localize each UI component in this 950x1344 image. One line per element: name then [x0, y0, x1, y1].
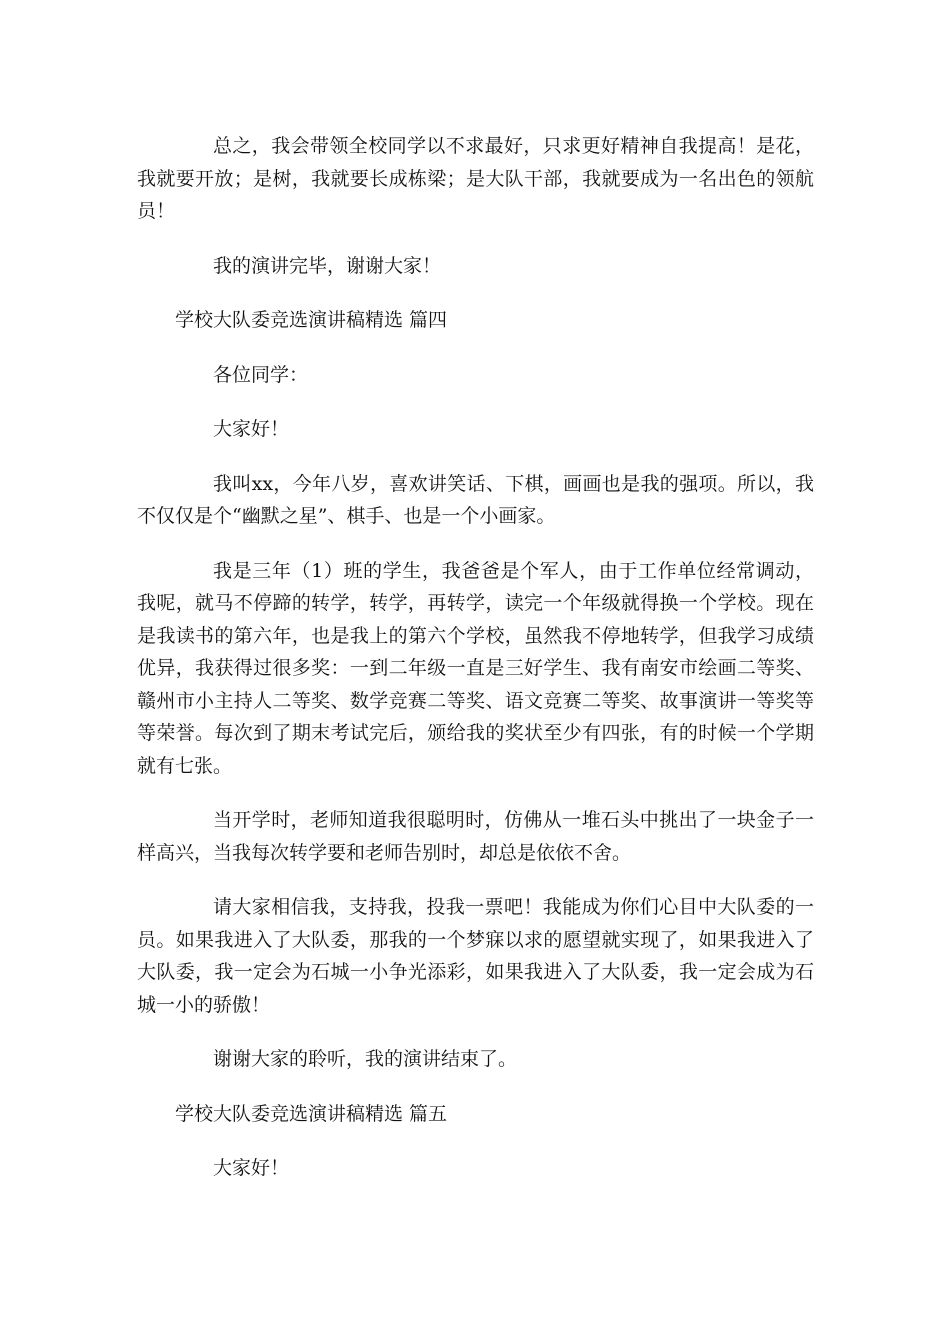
section-heading-part-five: 学校大队委竞选演讲稿精选 篇五	[175, 1102, 448, 1125]
paragraph-summary: 总之，我会带领全校同学以不求最好，只求更好精神自我提高！是花，我就要开放；是树，我就要长成栋梁；是大队干部，我就要成为一名出色的领航员！	[137, 135, 814, 222]
paragraph-closing-thanks: 我的演讲完毕，谢谢大家！	[213, 254, 442, 277]
paragraph-salutation: 各位同学：	[213, 363, 309, 386]
paragraph-background: 我是三年（1）班的学生，我爸爸是个军人，由于工作单位经常调动，我呢，就马不停蹄的转学，转学，再转学，读完一个年级就得换一个学校。现在是我读书的第六年，也是我上的第六个学校，虽然我不停地转学，但我学习成绩优异，我获得过很多奖：一到二年级一直是三好学生、我有南安市绘画二等奖、赣州市小主持人二等奖、数学竞赛二等奖、语文竞赛二等奖、故事演讲一等奖等等荣誉。每次到了期末考试完后，颁给我的奖状至少有四张，有的时候一个学期就有七张。	[137, 559, 814, 777]
paragraph-greeting: 大家好！	[213, 418, 290, 440]
paragraph-self-intro: 我叫xx，今年八岁，喜欢讲笑话、下棋，画画也是我的强项。所以，我不仅仅是个“幽默之星”、棋手、也是一个小画家。	[137, 472, 814, 527]
paragraph-greeting-part-five: 大家好！	[213, 1157, 290, 1179]
paragraph-teachers: 当开学时，老师知道我很聪明时，仿佛从一堆石头中挑出了一块金子一样高兴，当我每次转学要和老师告别时，却总是依依不舍。	[137, 809, 814, 864]
paragraph-ending: 谢谢大家的聆听，我的演讲结束了。	[213, 1048, 518, 1070]
section-heading-part-four: 学校大队委竞选演讲稿精选 篇四	[175, 309, 448, 331]
document-body	[137, 130, 814, 1207]
paragraph-vote-request: 请大家相信我，支持我，投我一票吧！我能成为你们心目中大队委的一员。如果我进入了大队委，那我的一个梦寐以求的愿望就实现了，如果我进入了大队委，我一定会为石城一小争光添彩，如果我进入了大队委，我一定会成为石城一小的骄傲！	[137, 896, 814, 1016]
